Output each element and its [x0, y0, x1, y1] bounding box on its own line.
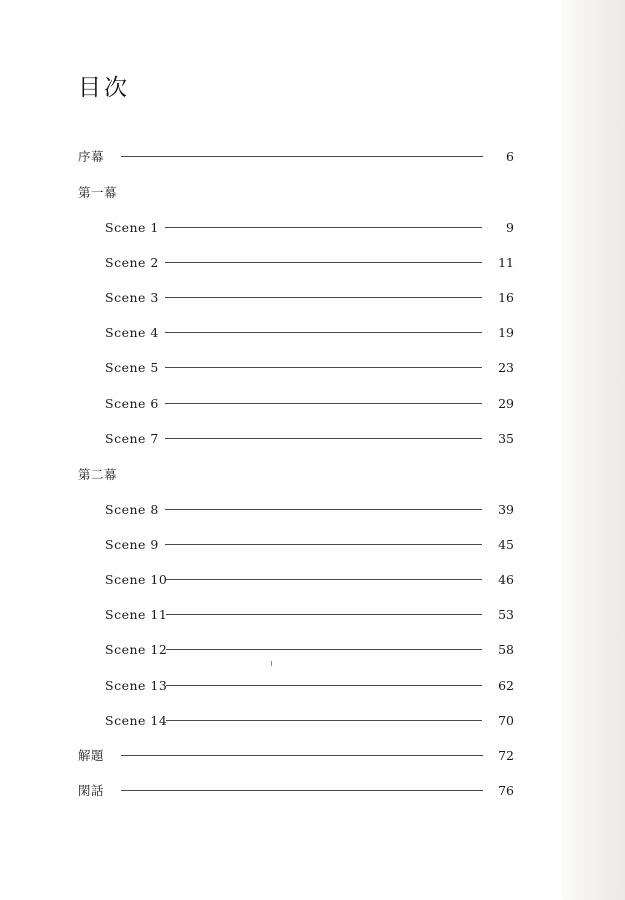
- toc-entry: [105, 568, 514, 592]
- toc-entry-label: 第一幕: [78, 185, 118, 200]
- toc-leader-line: [165, 297, 482, 298]
- toc-entry: [105, 321, 514, 345]
- toc-page-number: 46: [498, 572, 514, 587]
- toc-entry-label: Scene 4: [105, 325, 159, 340]
- toc-page-number: 39: [498, 502, 514, 517]
- toc-leader-line: [166, 649, 482, 650]
- toc-entry: [105, 286, 514, 310]
- toc-entry-label: 閑話: [78, 783, 105, 798]
- toc-entry-label: Scene 3: [105, 290, 159, 305]
- toc-leader-line: [166, 720, 482, 721]
- toc-leader-line: [165, 367, 482, 368]
- ink-speck: [271, 661, 272, 666]
- toc-leader-line: [121, 156, 483, 157]
- toc-page-number: 11: [498, 255, 514, 270]
- toc-entry-label: 第二幕: [78, 467, 118, 482]
- toc-page-number: 6: [506, 149, 514, 164]
- toc-entry-label: Scene 7: [105, 431, 159, 446]
- toc-leader-line: [165, 403, 482, 404]
- toc-page-number: 45: [498, 537, 514, 552]
- toc-entry: [105, 498, 514, 522]
- toc-leader-line: [165, 509, 482, 510]
- toc-leader-line: [121, 790, 483, 791]
- toc-entry-label: Scene 13: [105, 678, 168, 693]
- toc-entry-label: Scene 6: [105, 396, 159, 411]
- toc-entry-label: Scene 11: [105, 607, 168, 622]
- toc-page-number: 23: [498, 360, 514, 375]
- toc-entry: [78, 744, 514, 768]
- toc-entry: [105, 533, 514, 557]
- toc-leader-line: [166, 614, 482, 615]
- toc-entry-label: 解題: [78, 748, 105, 763]
- toc-leader-line: [165, 332, 482, 333]
- toc-entry-label: Scene 9: [105, 537, 159, 552]
- toc-entry-label: Scene 2: [105, 255, 159, 270]
- toc-entry-label: 序幕: [78, 149, 105, 164]
- toc-page-number: 9: [506, 220, 514, 235]
- toc-page-number: 29: [498, 396, 514, 411]
- toc-page-number: 62: [498, 678, 514, 693]
- toc-page-number: 16: [498, 290, 514, 305]
- toc-entry: [105, 216, 514, 240]
- toc-entry-label: Scene 14: [105, 713, 168, 728]
- toc-leader-line: [166, 685, 482, 686]
- toc-entry-label: Scene 12: [105, 642, 168, 657]
- toc-leader-line: [165, 262, 482, 263]
- toc-entry-label: Scene 5: [105, 360, 159, 375]
- toc-entry-label: Scene 1: [105, 220, 159, 235]
- toc-section-heading: [78, 181, 514, 205]
- page-title: 目次: [78, 75, 130, 101]
- toc-page-number: 35: [498, 431, 514, 446]
- toc-leader-line: [165, 438, 482, 439]
- toc-section-heading: [78, 463, 514, 487]
- toc-leader-line: [166, 579, 482, 580]
- toc-page-number: 76: [498, 783, 514, 798]
- toc-entry: [78, 145, 514, 169]
- toc-leader-line: [165, 227, 482, 228]
- toc-entry: [105, 356, 514, 380]
- toc-entry: [105, 603, 514, 627]
- toc-entry: [105, 709, 514, 733]
- toc-leader-line: [121, 755, 483, 756]
- toc-leader-line: [165, 544, 482, 545]
- toc-page-number: 19: [498, 325, 514, 340]
- toc-page-number: 70: [498, 713, 514, 728]
- toc-page-number: 72: [498, 748, 514, 763]
- toc-entry-label: Scene 8: [105, 502, 159, 517]
- toc-entry: [105, 427, 514, 451]
- page-edge-shadow: [562, 0, 625, 900]
- toc-entry: [105, 251, 514, 275]
- toc-entry: [105, 674, 514, 698]
- toc-entry: [105, 392, 514, 416]
- toc-page-number: 58: [498, 642, 514, 657]
- toc-entry-label: Scene 10: [105, 572, 168, 587]
- toc-page-number: 53: [498, 607, 514, 622]
- toc-entry: [105, 638, 514, 662]
- toc-entry: [78, 779, 514, 803]
